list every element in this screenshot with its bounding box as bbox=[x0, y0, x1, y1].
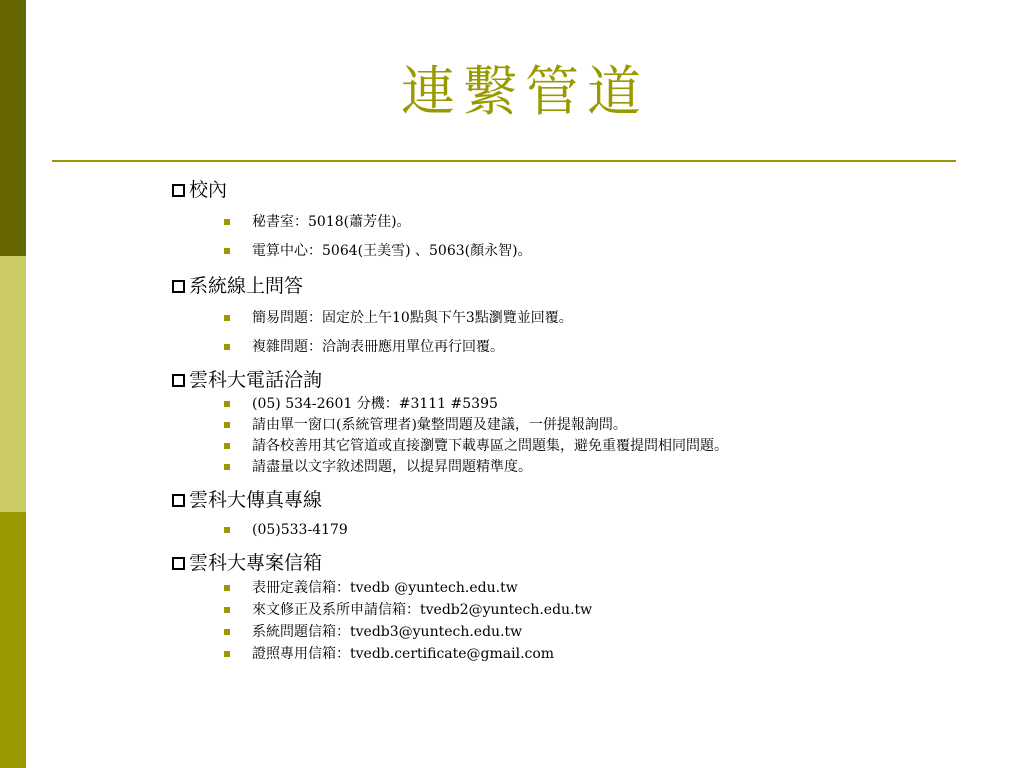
section-project-mailbox bbox=[170, 549, 970, 665]
square-bullet-icon bbox=[224, 464, 230, 470]
list-item bbox=[170, 394, 970, 415]
square-bullet-icon bbox=[224, 629, 230, 635]
section-heading-text: 雲科大傳真專線 bbox=[189, 489, 323, 511]
list-item bbox=[170, 600, 970, 621]
item-list bbox=[170, 212, 970, 262]
item-list bbox=[170, 394, 970, 478]
square-bullet-icon bbox=[224, 527, 230, 533]
square-bullet-icon bbox=[224, 248, 230, 254]
section-heading-text: 校內 bbox=[189, 179, 228, 201]
list-item bbox=[170, 337, 970, 358]
square-bullet-icon bbox=[224, 315, 230, 321]
section-heading bbox=[170, 176, 970, 204]
sidebar-segment-top bbox=[0, 0, 26, 256]
square-bullet-icon bbox=[224, 585, 230, 591]
square-bullet-icon bbox=[224, 607, 230, 613]
list-item bbox=[170, 436, 970, 457]
sidebar-segment-bottom bbox=[0, 512, 26, 768]
email-entry-text: 表冊定義信箱：tvedb @yuntech.edu.tw bbox=[252, 580, 518, 596]
list-item-text: 秘書室：5018(蕭芳佳)。 bbox=[252, 214, 411, 230]
list-item-text: 請各校善用其它管道或直接瀏覽下載專區之問題集，避免重覆提問相同問題。 bbox=[252, 438, 728, 454]
square-bullet-icon bbox=[224, 219, 230, 225]
section-campus bbox=[170, 176, 970, 262]
list-item bbox=[170, 520, 970, 541]
section-heading bbox=[170, 486, 970, 514]
item-list bbox=[170, 520, 970, 541]
list-item-text: 請盡量以文字敘述問題，以提昇問題精準度。 bbox=[252, 459, 532, 475]
hollow-square-bullet-icon bbox=[172, 374, 185, 387]
list-item bbox=[170, 241, 970, 262]
list-item bbox=[170, 644, 970, 665]
square-bullet-icon bbox=[224, 443, 230, 449]
slide-content bbox=[170, 174, 970, 665]
section-phone-inquiry bbox=[170, 366, 970, 478]
section-heading bbox=[170, 549, 970, 577]
title-divider bbox=[52, 160, 956, 162]
list-item-text: (05)533-4179 bbox=[252, 522, 348, 538]
item-list bbox=[170, 308, 970, 358]
sidebar-segment-middle bbox=[0, 256, 26, 512]
list-item bbox=[170, 622, 970, 643]
section-heading-text: 雲科大專案信箱 bbox=[189, 552, 323, 574]
square-bullet-icon bbox=[224, 422, 230, 428]
item-list bbox=[170, 578, 970, 665]
email-entry-text: 系統問題信箱：tvedb3@yuntech.edu.tw bbox=[252, 624, 523, 640]
section-fax-line bbox=[170, 486, 970, 541]
section-heading bbox=[170, 366, 970, 394]
slide-title: 連繫管道 bbox=[401, 60, 649, 123]
list-item-text: 電算中心：5064(王美雪) 、5063(顏永智)。 bbox=[252, 243, 532, 259]
sidebar-stripe bbox=[0, 0, 26, 768]
email-entry-text: 來文修正及系所申請信箱：tvedb2@yuntech.edu.tw bbox=[252, 602, 593, 618]
square-bullet-icon bbox=[224, 651, 230, 657]
hollow-square-bullet-icon bbox=[172, 494, 185, 507]
section-heading bbox=[170, 272, 970, 300]
list-item-text: 複雜問題：洽詢表冊應用單位再行回覆。 bbox=[252, 339, 504, 355]
list-item-text: (05) 534-2601 分機：#3111 #5395 bbox=[252, 396, 498, 412]
list-item bbox=[170, 308, 970, 329]
section-heading-text: 雲科大電話洽詢 bbox=[189, 369, 323, 391]
list-item-text: 請由單一窗口(系統管理者)彙整問題及建議，一併提報詢問。 bbox=[252, 417, 627, 433]
email-entry-text: 證照專用信箱：tvedb.certificate@gmail.com bbox=[252, 646, 555, 662]
section-online-qa bbox=[170, 272, 970, 358]
square-bullet-icon bbox=[224, 401, 230, 407]
hollow-square-bullet-icon bbox=[172, 557, 185, 570]
hollow-square-bullet-icon bbox=[172, 280, 185, 293]
list-item bbox=[170, 457, 970, 478]
hollow-square-bullet-icon bbox=[172, 184, 185, 197]
list-item bbox=[170, 212, 970, 233]
list-item bbox=[170, 578, 970, 599]
square-bullet-icon bbox=[224, 344, 230, 350]
section-heading-text: 系統線上問答 bbox=[189, 275, 304, 297]
list-item-text: 簡易問題：固定於上午10點與下午3點瀏覽並回覆。 bbox=[252, 310, 573, 326]
list-item bbox=[170, 415, 970, 436]
